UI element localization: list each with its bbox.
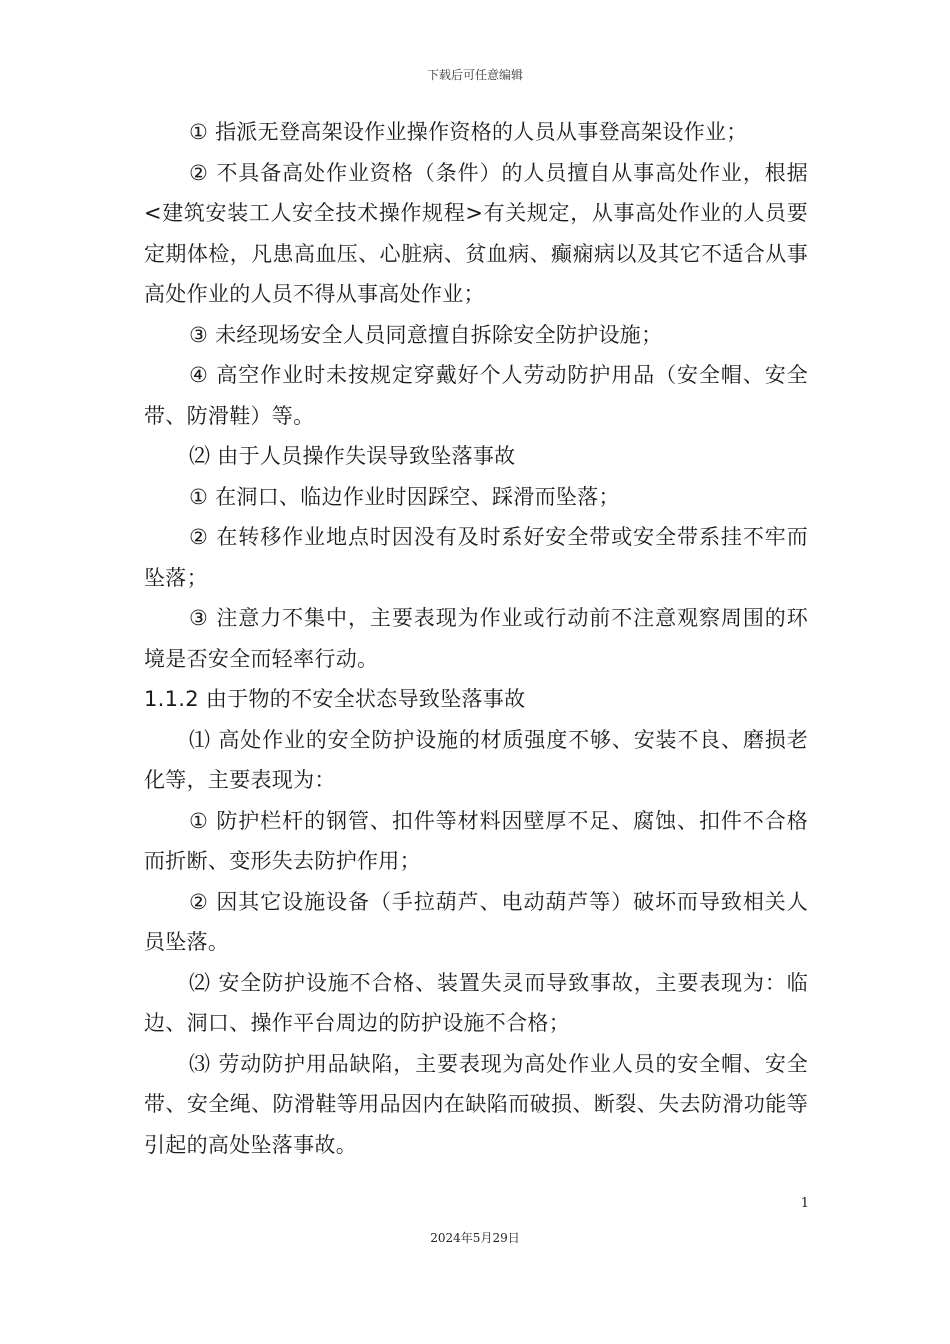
page-footer-date: 2024年5月29日 bbox=[430, 1231, 520, 1245]
document-body bbox=[144, 112, 808, 1165]
paragraph: ③ 未经现场安全人员同意擅自拆除安全防护设施； bbox=[189, 322, 663, 347]
paragraph: ⑵ 安全防护设施不合格、装置失灵而导致事故，主要表现为：临边、洞口、操作平台周边的防护设施不合格； bbox=[144, 970, 808, 1035]
paragraph: ① 防护栏杆的钢管、扣件等材料因壁厚不足、腐蚀、扣件不合格而折断、变形失去防护作用； bbox=[144, 808, 808, 873]
section-heading: 1.1.2 由于物的不安全状态导致坠落事故 bbox=[144, 687, 526, 711]
paragraph: ① 在洞口、临边作业时因踩空、踩滑而坠落； bbox=[189, 484, 620, 509]
page-header: 下载后可任意编辑 bbox=[426, 68, 523, 82]
paragraph: ③ 注意力不集中，主要表现为作业或行动前不注意观察周围的环境是否安全而轻率行动。 bbox=[144, 606, 808, 671]
paragraph: ⑶ 劳动防护用品缺陷，主要表现为高处作业人员的安全帽、安全带、安全绳、防滑鞋等用品因内在缺陷而破损、断裂、失去防滑功能等引起的高处坠落事故。 bbox=[144, 1051, 808, 1157]
paragraph: ⑴ 高处作业的安全防护设施的材质强度不够、安装不良、磨损老化等，主要表现为： bbox=[144, 727, 808, 792]
page-number: 1 bbox=[800, 1196, 809, 1211]
paragraph: ⑵ 由于人员操作失误导致坠落事故 bbox=[189, 444, 516, 468]
paragraph: ④ 高空作业时未按规定穿戴好个人劳动防护用品（安全帽、安全带、防滑鞋）等。 bbox=[144, 363, 808, 428]
paragraph: ② 在转移作业地点时因没有及时系好安全带或安全带系挂不牢而坠落； bbox=[144, 525, 808, 590]
paragraph: ① 指派无登高架设作业操作资格的人员从事登高架设作业； bbox=[189, 120, 748, 144]
paragraph: ② 因其它设施设备（手拉葫芦、电动葫芦等）破坏而导致相关人员坠落。 bbox=[144, 889, 808, 954]
paragraph: ② 不具备高处作业资格（条件）的人员擅自从事高处作业，根据<建筑安装工人安全技术操作规程>有关规定，从事高处作业的人员要定期体检，凡患高血压、心脏病、贫血病、癫痫病以及其它不适合从事高处作业的人员不得从事高处作业； bbox=[144, 160, 808, 306]
